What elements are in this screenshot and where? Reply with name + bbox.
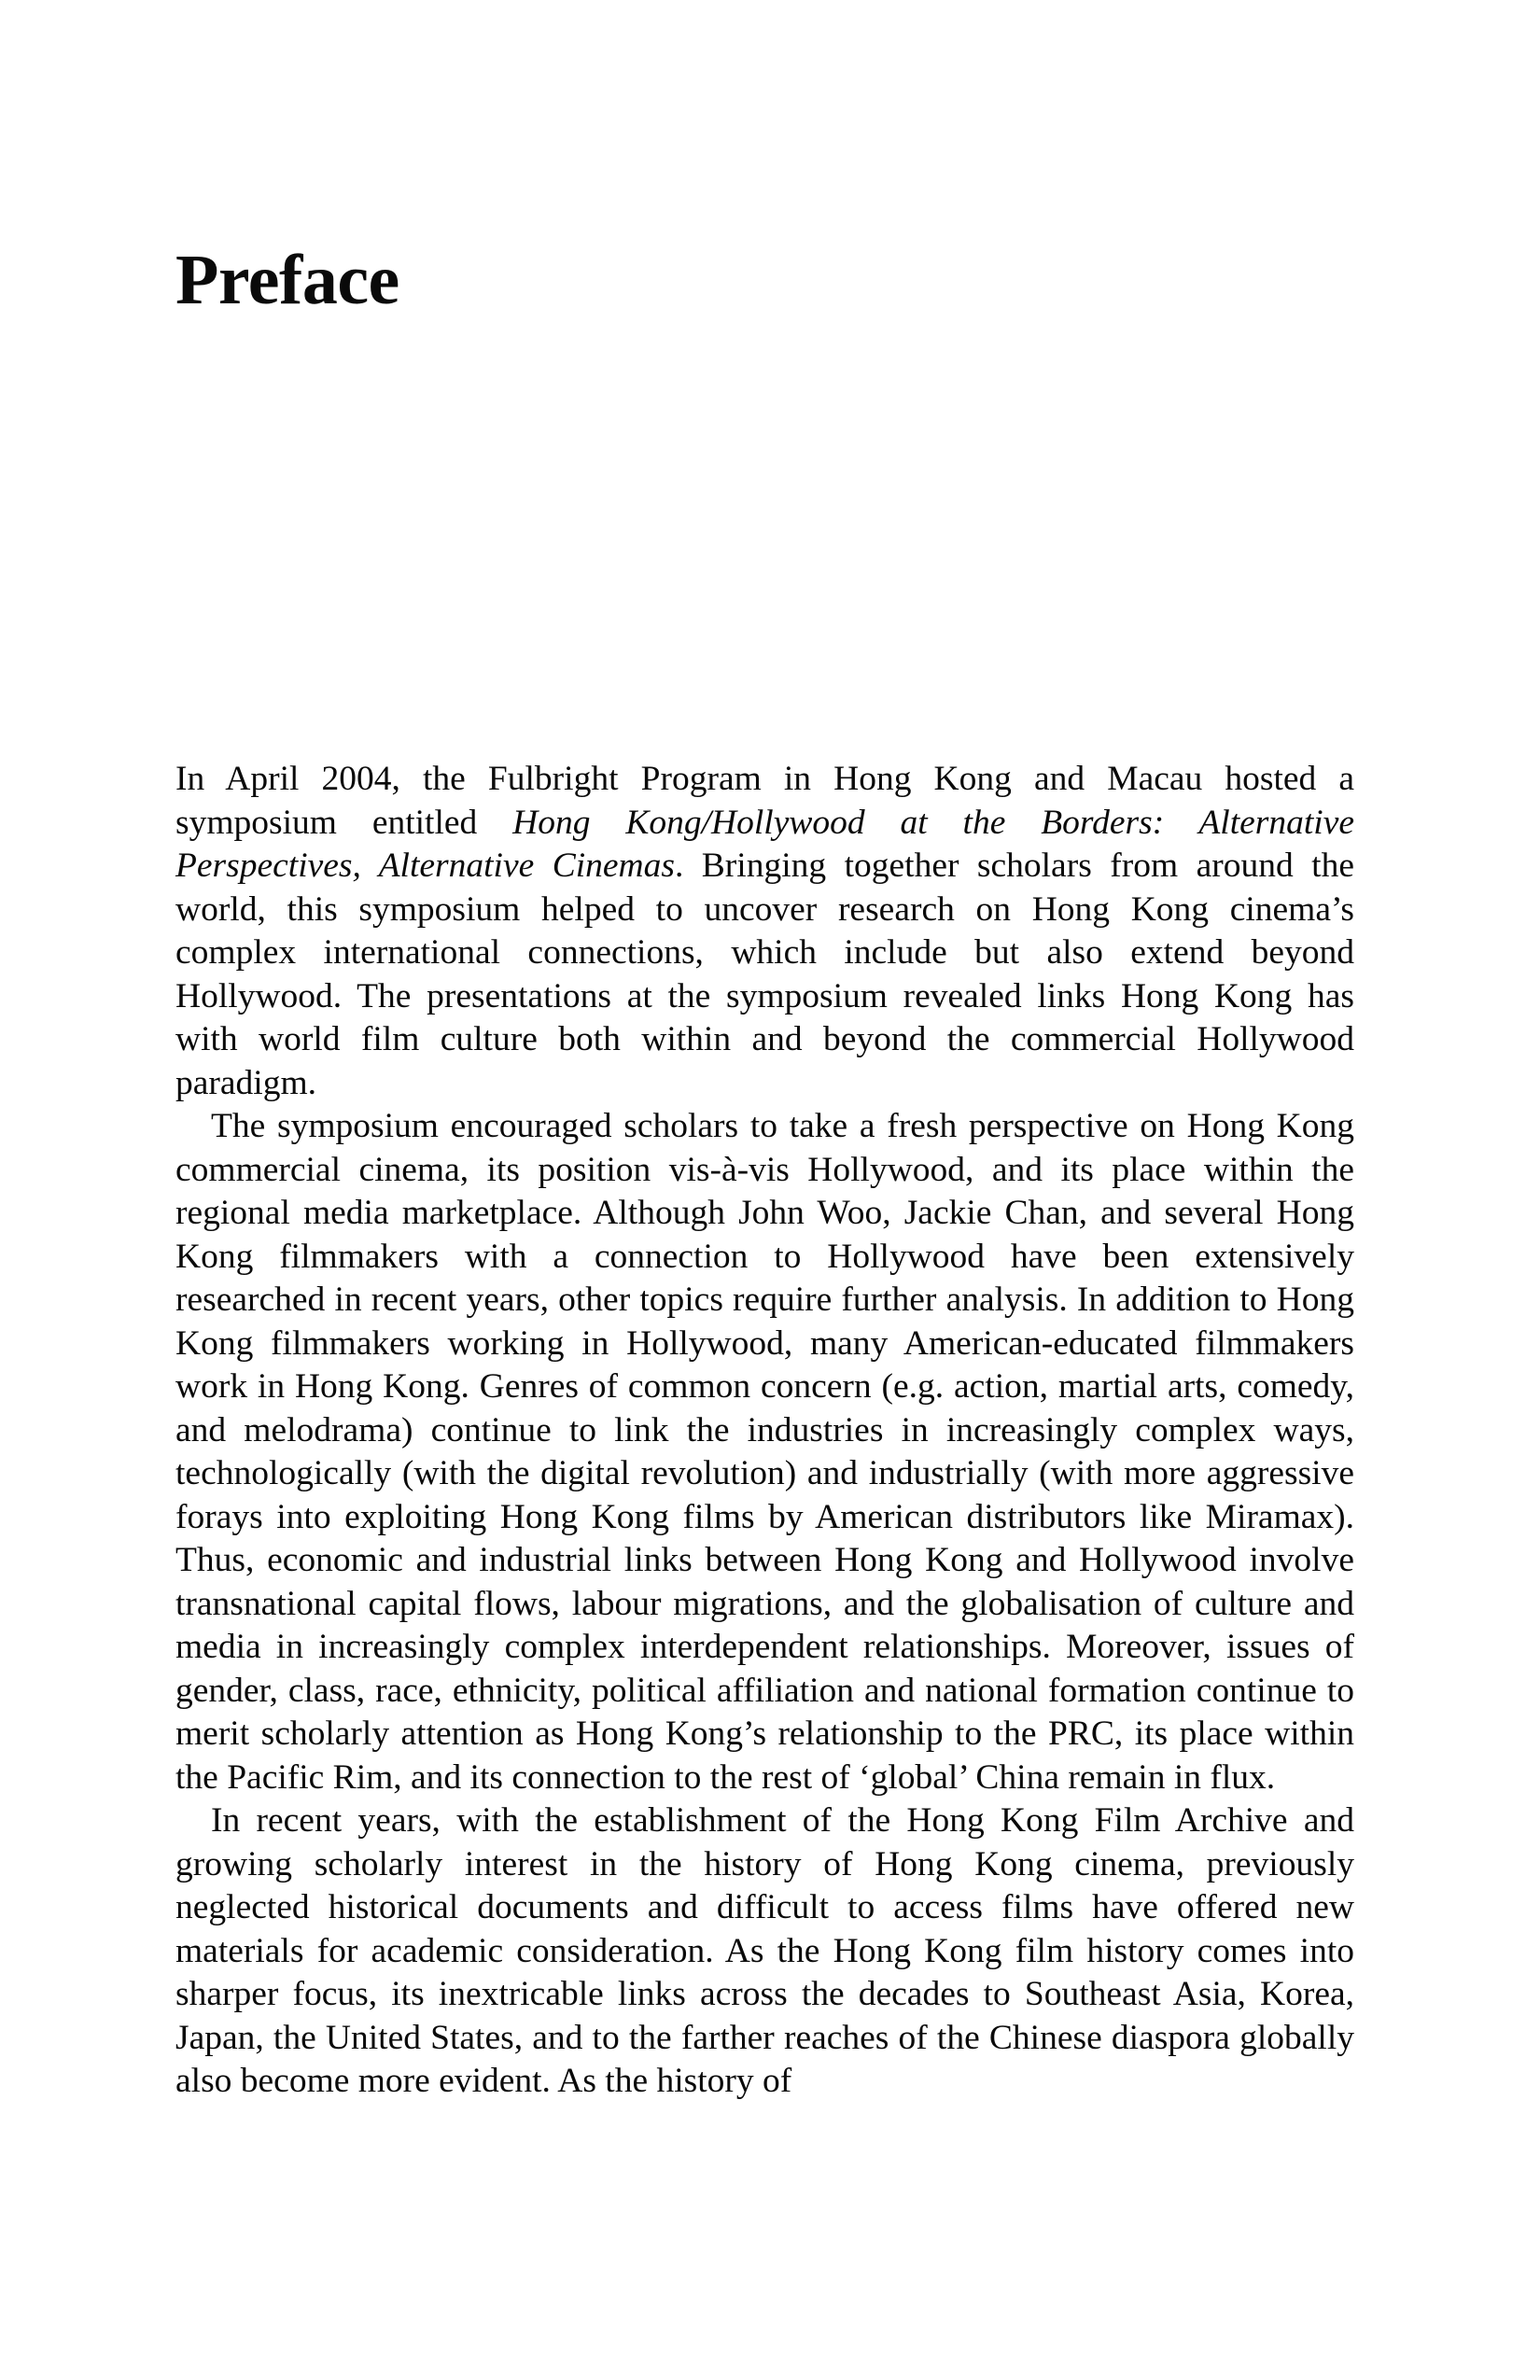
paragraph-2: The symposium encouraged scholars to take a fresh perspective on Hong Kong commercial cinema, its position vis-à-vis Hollywood, and its place within the regional media marketplace. Although John Woo, Jackie Chan, and several Hong Kong filmmakers with a connection to Hollywood have been extensively researched in recent years, other topics require further analysis. In addition to Hong Kong filmmakers working in Hollywood, many American-educated filmmakers work in Hong Kong. Genres of common concern (e.g. action, martial arts, comedy, and melodrama) continue to link the industries in increasingly complex ways, technologically (with the digital revolution) and industrially (with more aggressive forays into exploiting Hong Kong films by American distributors like Miramax). Thus, economic and industrial links between Hong Kong and Hollywood involve transnational capital flows, labour migrations, and the globalisation of culture and media in increasingly complex interdependent relationships. Moreover, issues of gender, class, race, ethnicity, political affiliation and national formation continue to merit scholarly attention as Hong Kong’s relationship to the PRC, its place within the Pacific Rim, and its connection to the rest of ‘global’ China remain in flux.: [175, 1107, 1354, 1797]
preface-body: [175, 758, 1354, 2104]
paragraph-1-rest: . Bringing together scholars from around the world, this symposium helped to uncover research on Hong Kong cinema’s complex international connections, which include but also extend beyond Hollywood. The presentations at the symposium revealed links Hong Kong has with world film culture both within and beyond the commercial Hollywood paradigm.: [175, 847, 1354, 1102]
symposium-title: Hong Kong/Hollywood at the Borders: Alternative Perspectives, Alternative Cinemas: [175, 803, 1354, 885]
paragraph-1-intro: In April 2004, the Fulbright Program in Hong Kong and Macau hosted a symposium entitled: [175, 760, 1354, 842]
paragraph-3: In recent years, with the establishment of the Hong Kong Film Archive and growing scholarly interest in the history of Hong Kong cinema, previously neglected historical documents and difficult to access films have offered new materials for academic consideration. As the Hong Kong film history comes into sharper focus, its inextricable links across the decades to Southeast Asia, Korea, Japan, the United States, and to the farther reaches of the Chinese diaspora globally also become more evident. As the history of: [175, 1801, 1354, 2100]
page-title: Preface: [175, 241, 399, 319]
paragraph-1: [175, 758, 1354, 1105]
